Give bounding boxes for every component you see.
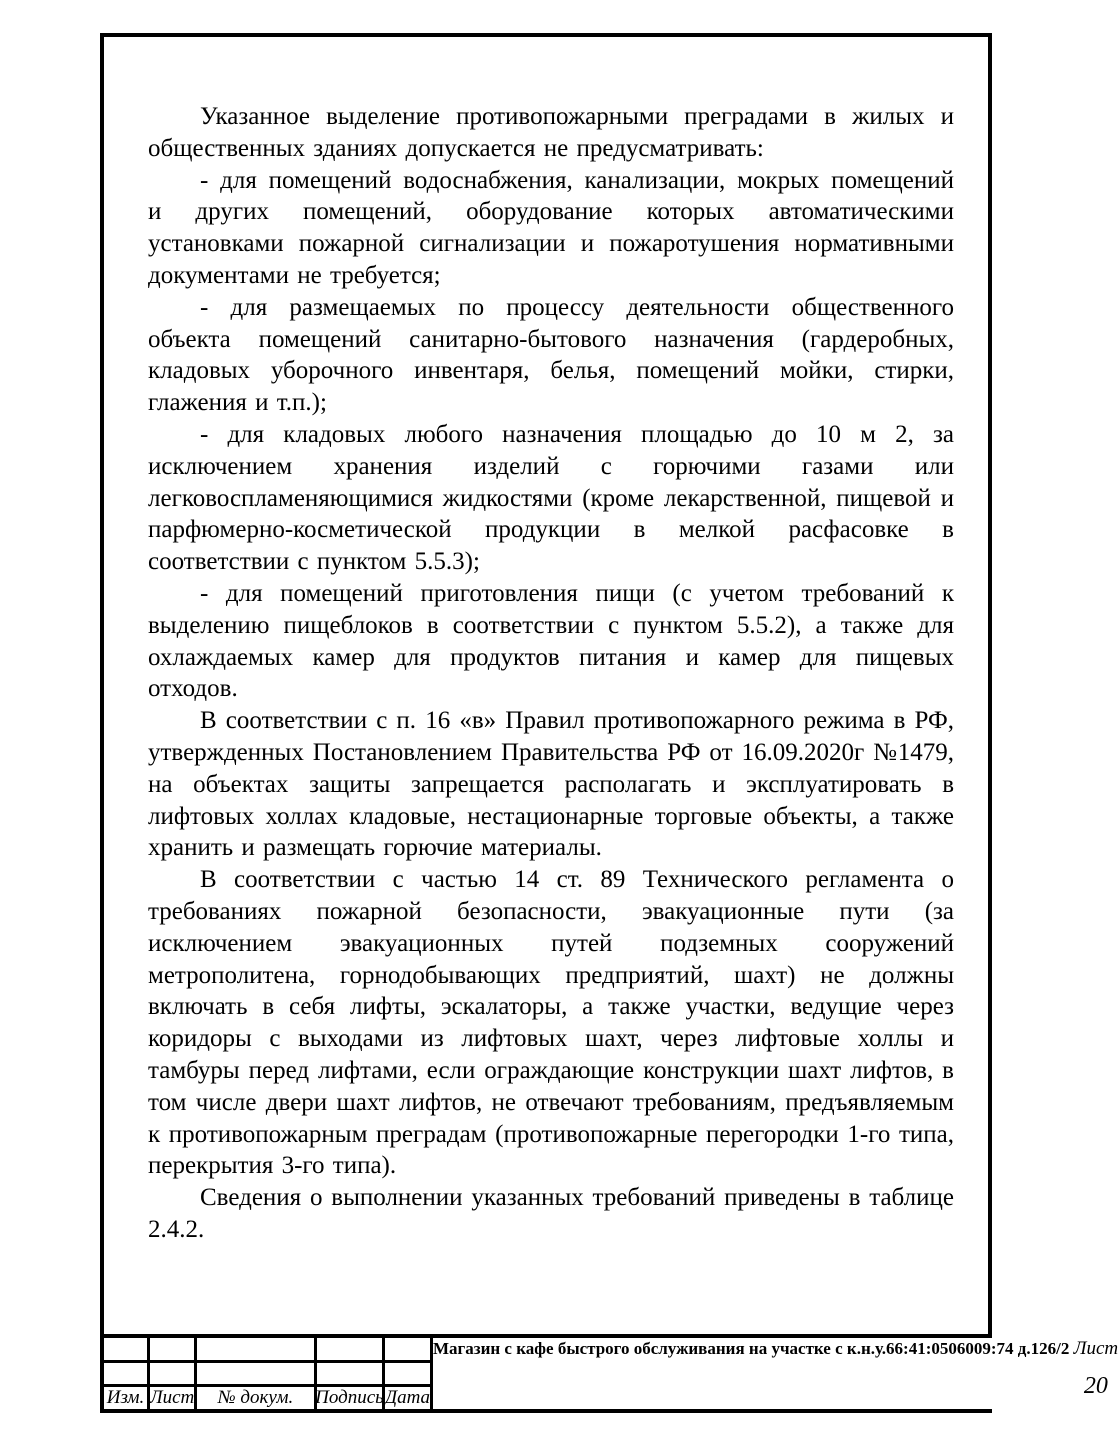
- title-block-empty-cell: [150, 1363, 194, 1384]
- paragraph: Указанное выделение противопожарными преградами в жилых и общественных зданиях допускается не предусматривать:: [148, 103, 954, 162]
- title-block-empty-cell: [317, 1338, 382, 1360]
- revision-column-label: Изм.: [104, 1387, 147, 1409]
- title-block-empty-cell: [104, 1338, 147, 1360]
- paragraph: В соответствии с п. 16 «в» Правил противопожарного режима в РФ, утвержденных Постановлением Правительства РФ от 16.09.2020г №1479, на объектах защиты запрещается располагать и эксплуатировать в лифтовых холлах кладовые, нестационарные торговые объекты, а также хранить и размещать горючие материалы.: [148, 707, 954, 862]
- doc-number-column-label: № докум.: [197, 1387, 314, 1409]
- sheet-column-label: Лист: [149, 1387, 195, 1408]
- paragraph: - для размещаемых по процессу деятельности общественного объекта помещений санитарно-бытового назначения (гардеробных, кладовых уборочного инвентаря, белья, помещений мойки, стирки, глажения и т.п.);: [148, 293, 954, 417]
- title-block-empty-cell: [385, 1363, 430, 1384]
- sheet-number: 20: [1072, 1363, 1119, 1409]
- title-block-empty-cell: [150, 1338, 194, 1360]
- title-block-doc-name-cell: [433, 1338, 1069, 1409]
- paragraph: - для кладовых любого назначения площадью до 10 м 2, за исключением хранения изделий с горючими газами или легковоспламеняющимися жидкостями (кроме лекарственной, пищевой и парфюмерно-косметической продукции в мелкой расфасовке в соответствии с пунктом 5.5.3);: [148, 420, 954, 576]
- title-block-empty-cell: [197, 1363, 314, 1384]
- paragraph: - для помещений водоснабжения, канализации, мокрых помещений и других помещений, оборудование которых автоматическими установками пожарной сигнализации и пожаротушения нормативными документами не требуется;: [148, 166, 954, 289]
- body-text: [148, 101, 954, 1246]
- doc-name: Магазин с кафе быстрого обслуживания на участке с к.н.у.66:41:0506009:74 д.126/2: [433, 1339, 1070, 1358]
- sheet-header-label: Лист: [1073, 1338, 1119, 1359]
- paragraph: Сведения о выполнении указанных требований приведены в таблице 2.4.2.: [148, 1184, 954, 1243]
- signature-column-label: Подпись: [315, 1387, 384, 1408]
- title-block-empty-cell: [317, 1363, 382, 1384]
- title-block-empty-cell: [385, 1338, 430, 1360]
- date-column-label: Дата: [384, 1387, 431, 1408]
- paragraph: В соответствии с частью 14 ст. 89 Технического регламента о требованиях пожарной безопасности, эвакуационные пути (за исключением эвакуационных путей подземных сооружений метрополитена, горнодобывающих предприятий, шахт) не должны включать в себя лифты, эскалаторы, а также участки, ведущие через коридоры с выходами из лифтовых шахт, через лифтовые холлы и тамбуры перед лифтами, если ограждающие конструкции шахт лифтов, в том числе двери шахт лифтов, не отвечают требованиям, предъявляемым к противопожарным преградам (противопожарные перегородки 1-го типа, перекрытия 3-го типа).: [148, 866, 954, 1180]
- paragraph: - для помещений приготовления пищи (с учетом требований к выделению пищеблоков в соответствии с пунктом 5.5.2), а также для охлаждаемых камер для продуктов питания и камер для пищевых отходов.: [148, 579, 954, 703]
- title-block-empty-cell: [104, 1363, 147, 1384]
- title-block: [100, 1334, 1119, 1413]
- title-block-empty-cell: [197, 1338, 314, 1360]
- content-frame: [100, 33, 1119, 1413]
